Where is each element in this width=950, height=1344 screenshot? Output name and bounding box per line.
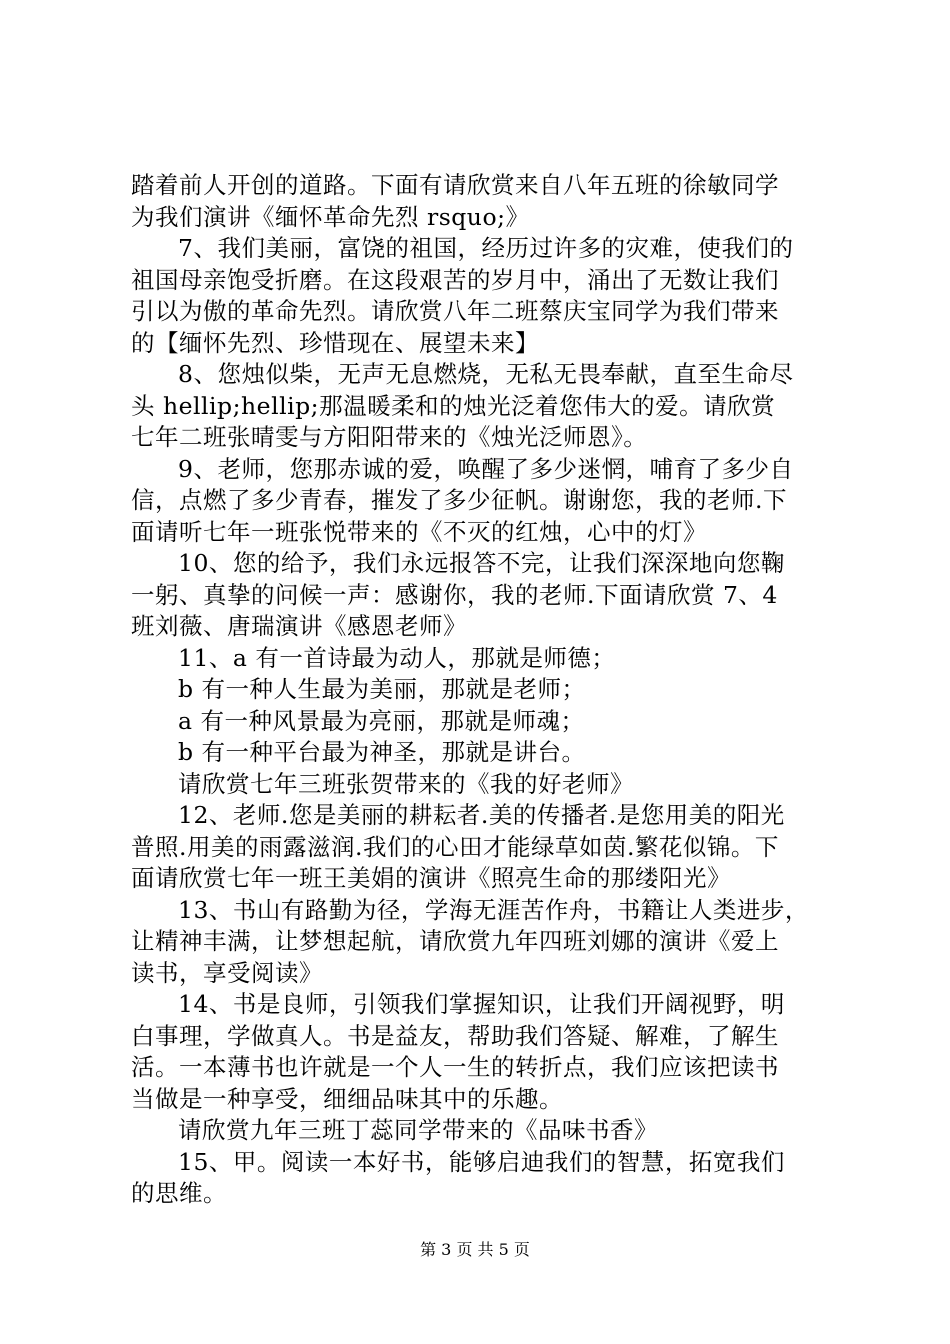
page-footer: 第 3 页 共 5 页 (420, 1240, 530, 1259)
text-line: 引以为傲的革命先烈。请欣赏八年二班蔡庆宝同学为我们带来 (131, 297, 779, 325)
text-line: 当做是一种享受，细细品味其中的乐趣。 (131, 1084, 563, 1113)
text-line: 让精神丰满，让梦想起航，请欣赏九年四班刘娜的演讲《爱上 (131, 927, 779, 955)
text-line: 10、您的给予，我们永远报答不完，让我们深深地向您鞠 (178, 549, 785, 577)
text-line: 请欣赏七年三班张贺带来的《我的好老师》 (178, 769, 634, 798)
text-line: 9、老师，您那赤诚的爱，唤醒了多少迷惘，哺育了多少自 (178, 454, 794, 483)
text-line: 15、甲。阅读一本好书，能够启迪我们的智慧，拓宽我们 (178, 1147, 785, 1176)
text-line: 活。一本薄书也许就是一个人一生的转折点，我们应该把读书 (131, 1053, 779, 1081)
text-line: 祖国母亲饱受折磨。在这段艰苦的岁月中，涌出了无数让我们 (131, 265, 779, 294)
text-line: 班刘薇、唐瑞演讲《感恩老师》 (131, 612, 467, 640)
text-line: 普照.用美的雨露滋润.我们的心田才能绿草如茵.繁花似锦。下 (131, 832, 779, 861)
text-line: 14、书是良师，引领我们掌握知识，让我们开阔视野，明 (178, 990, 785, 1018)
text-line: 7、我们美丽，富饶的祖国，经历过许多的灾难，使我们的 (178, 234, 794, 262)
text-line: 信，点燃了多少青春，摧发了多少征帆。谢谢您，我的老师.下 (131, 486, 787, 514)
body-text (131, 170, 841, 1210)
text-line: 白事理，学做真人。书是益友，帮助我们答疑、解难，了解生 (131, 1021, 779, 1050)
text-line: 11、a 有一首诗最为动人，那就是师德； (178, 643, 616, 672)
text-line: a 有一种风景最为亮丽，那就是师魂； (178, 706, 585, 735)
text-line: 的【缅怀先烈、珍惜现在、展望未来】 (131, 328, 539, 357)
text-line: 8、您烛似柴，无声无息燃烧，无私无畏奉献，直至生命尽 (178, 360, 794, 388)
text-line: 读书，享受阅读》 (131, 958, 323, 987)
text-line: 的思维。 (131, 1179, 227, 1207)
text-line: 为我们演讲《缅怀革命先烈 rsquo;》 (131, 202, 530, 231)
text-line: 13、书山有路勤为径，学海无涯苦作舟，书籍让人类进步， (178, 895, 809, 924)
text-line: b 有一种人生最为美丽，那就是老师； (178, 675, 586, 703)
text-line: b 有一种平台最为神圣，那就是讲台。 (178, 738, 586, 766)
text-line: 七年二班张晴雯与方阳阳带来的《烛光泛师恩》。 (131, 423, 648, 451)
text-line: 头 hellip;hellip;那温暖柔和的烛光泛着您伟大的爱。请欣赏 (131, 391, 776, 420)
text-line: 面请欣赏七年一班王美娟的演讲《照亮生命的那缕阳光》 (131, 864, 731, 892)
text-line: 面请听七年一班张悦带来的《不灭的红烛，心中的灯》 (131, 517, 707, 546)
text-line: 请欣赏九年三班丁蕊同学带来的《品味书香》 (178, 1116, 658, 1144)
text-line: 12、老师.您是美丽的耕耘者.美的传播者.是您用美的阳光 (178, 801, 785, 829)
text-line: 一躬、真挚的问候一声：感谢你，我的老师.下面请欣赏 7、4 (131, 580, 778, 609)
text-line: 踏着前人开创的道路。下面有请欣赏来自八年五班的徐敏同学 (131, 171, 779, 199)
